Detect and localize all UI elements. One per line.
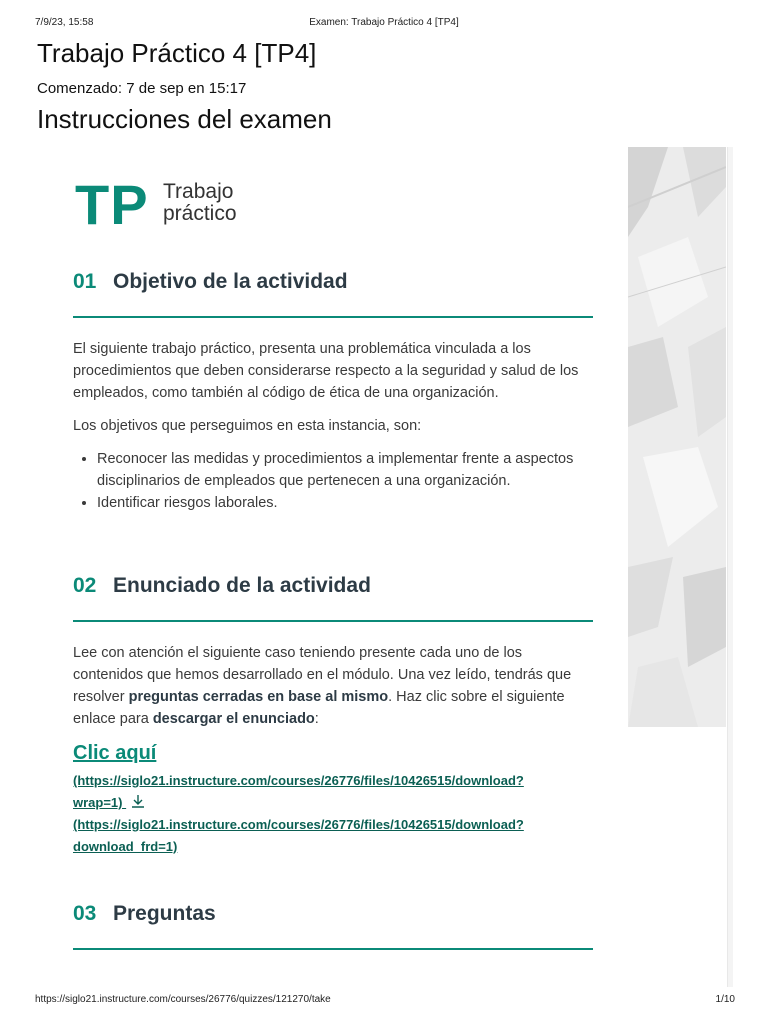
quiz-started: Comenzado: 7 de sep en 15:17 xyxy=(37,80,247,97)
statement-bold1: preguntas cerradas en base al mismo xyxy=(128,689,389,705)
print-datetime: 7/9/23, 15:58 xyxy=(35,17,94,28)
instructions-heading: Instrucciones del examen xyxy=(37,104,332,134)
section-number: 02 xyxy=(73,574,97,597)
section-title: Objetivo de la actividad xyxy=(113,270,348,293)
statement-part3: : xyxy=(314,711,319,727)
link-url-part: download_frd=1) xyxy=(73,839,178,854)
list-item: • Reconocer las medidas y procedimientos a implementar frente a aspectos disciplinarios de empleados que pertenecen a una organización. xyxy=(97,448,597,492)
statement-bold2: descargar el enunciado xyxy=(152,711,315,727)
download-link-url-view[interactable] xyxy=(73,770,593,815)
decorative-side-image xyxy=(628,147,726,727)
print-page-number: 1/10 xyxy=(715,994,735,1005)
print-url: https://siglo21.instructure.com/courses/26776/quizzes/121270/take xyxy=(35,994,331,1005)
statement-text xyxy=(73,642,593,730)
objective-goals-lead: Los objetivos que perseguimos en esta instancia, son: xyxy=(73,418,422,434)
section-objective-heading xyxy=(73,270,593,318)
quiz-title: Trabajo Práctico 4 [TP4] xyxy=(37,38,317,68)
section-number: 03 xyxy=(73,902,97,925)
section-title: Preguntas xyxy=(113,902,216,925)
tp-logo-mark: TP xyxy=(75,173,149,236)
link-url-part: (https://siglo21.instructure.com/courses/26776/files/10426515/download? xyxy=(73,817,524,832)
statement-part1: Lee con atención el siguiente caso teniendo presente cada uno de los contenidos que hemos desarrollado en el módulo. Una vez leído, tendrás que resolver xyxy=(73,645,572,705)
download-link-url-direct[interactable] xyxy=(73,814,593,858)
print-title: Examen: Trabajo Práctico 4 [TP4] xyxy=(309,17,459,28)
section-number: 01 xyxy=(73,270,97,293)
section-questions-heading xyxy=(73,902,593,950)
download-link[interactable]: Clic aquí xyxy=(73,742,157,764)
section-title: Enunciado de la actividad xyxy=(113,574,371,597)
page-edge-rule xyxy=(727,147,733,987)
link-url-part: (https://siglo21.instructure.com/courses/26776/files/10426515/download? xyxy=(73,773,524,788)
objective-goals-list xyxy=(73,448,597,514)
download-arrow-icon[interactable] xyxy=(130,793,146,815)
section-statement-heading xyxy=(73,574,593,622)
list-item: • Identificar riesgos laborales. xyxy=(97,492,597,514)
print-header xyxy=(0,17,768,31)
tp-logo-text xyxy=(163,181,273,225)
tp-logo-line2: práctico xyxy=(163,202,237,225)
link-url-part: wrap=1) xyxy=(73,795,123,810)
tp-logo-line1: Trabajo xyxy=(163,180,234,203)
objective-intro: El siguiente trabajo práctico, presenta una problemática vinculada a los procedimientos que deben considerarse respecto a la seguridad y salud de los empleados, como también al código de ética de una organización. xyxy=(73,341,579,401)
statement-part2: . Haz clic sobre el siguiente enlace para xyxy=(73,689,565,727)
